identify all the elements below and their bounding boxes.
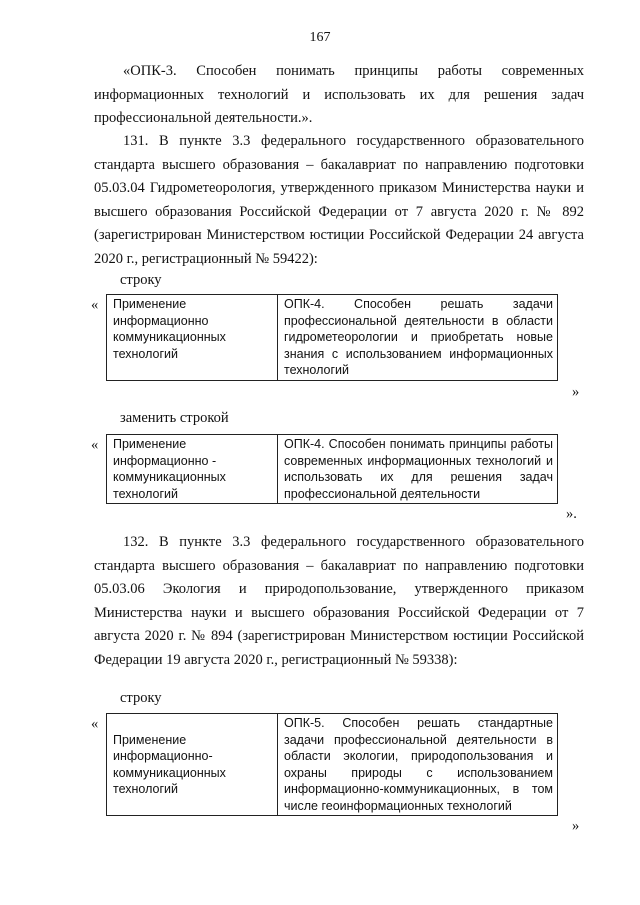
paragraph-132: 132. В пункте 3.3 федерального государственного образовательного стандарта высшего образования – бакалавриат по направлению подготовки 05.03.06 Экология и природопользование, утвержденного приказом Министерства науки и высшего образования Российской Федерации от 7 августа 2020 г. № 894 (зарегистрирован Министерством юстиции Российской Федерации 19 августа 2020 г., регистрационный № 59338):	[94, 534, 584, 668]
cell-competency-text: ОПК-4. Способен понимать принципы работы современных информационных технологий и использовать их для решения задач профессиональной деятельности	[278, 435, 558, 504]
paragraph-opk3: «ОПК-3. Способен понимать принципы работы современных информационных технологий и использовать их для решения задач профессиональной деятельности.».	[94, 63, 584, 126]
paragraph-131: 131. В пункте 3.3 федерального государственного образовательного стандарта высшего образования – бакалавриат по направлению подготовки 05.03.04 Гидрометеорология, утвержденного приказом Министерства науки и высшего образования Российской Федерации от 7 августа 2020 г. № 892 (зарегистрирован Министерством юстиции Российской Федерации 24 августа 2020 г., регистрационный № 59422):	[94, 133, 584, 267]
table-row	[107, 714, 558, 816]
table-row	[107, 435, 558, 504]
label-row-old-1: строку	[120, 272, 162, 288]
cell-competency-text: ОПК-4. Способен решать задачи профессиональной деятельности в области гидрометеорологии и приобретать новые знания с использованием информационных технологий	[278, 295, 558, 381]
table-row	[107, 295, 558, 381]
quote-close-1: »	[572, 384, 580, 400]
cell-competency-text: ОПК-5. Способен решать стандартные задачи профессиональной деятельности в области экологии, природопользования и охраны природы с использованием информационно-коммуникационных, в том числе геоинформационных технологий	[278, 714, 558, 816]
table-old-opk5	[106, 713, 558, 816]
quote-open-2: «	[91, 437, 99, 453]
cell-competency-group: Применение информационно-коммуникационных технологий	[107, 714, 278, 816]
quote-open-1: «	[91, 297, 99, 313]
quote-close-2: ».	[566, 506, 577, 522]
page-number: 167	[309, 30, 331, 45]
quote-close-3: »	[572, 818, 580, 834]
label-row-old-2: строку	[120, 690, 162, 706]
table-new-opk4	[106, 434, 558, 504]
cell-competency-group: Применение информационно - коммуникационных технологий	[107, 435, 278, 504]
cell-competency-group: Применение информационно коммуникационных технологий	[107, 295, 278, 381]
label-replace-with: заменить строкой	[120, 410, 229, 426]
quote-open-3: «	[91, 716, 99, 732]
table-old-opk4	[106, 294, 558, 381]
